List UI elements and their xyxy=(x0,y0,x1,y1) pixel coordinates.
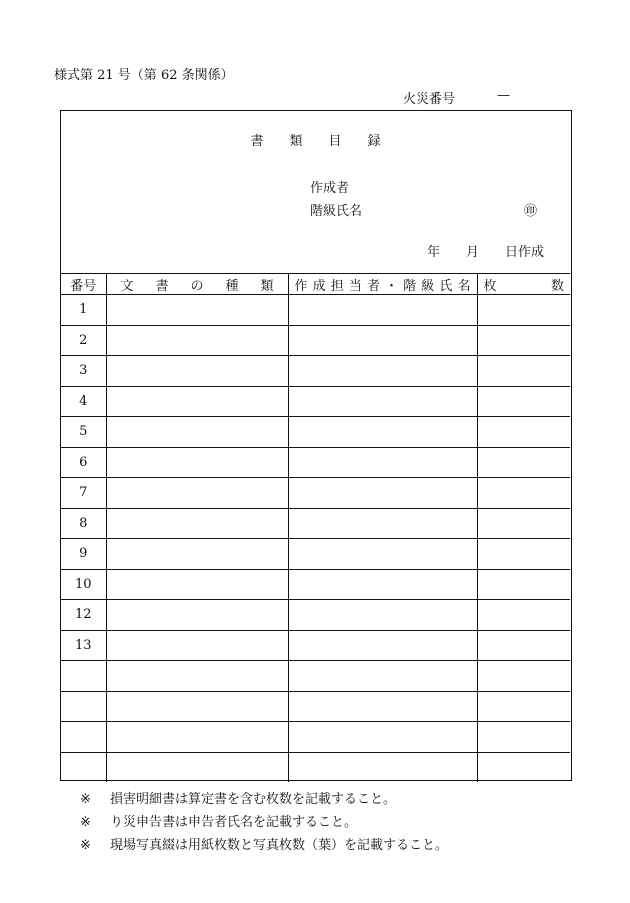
table-row xyxy=(61,417,570,448)
table-row xyxy=(61,295,570,326)
row-number: 13 xyxy=(61,630,106,661)
author-cell[interactable] xyxy=(288,295,477,326)
note-text: り災申告書は申告者氏名を記載すること。 xyxy=(110,815,358,830)
count-cell[interactable] xyxy=(477,722,570,753)
document-list-form xyxy=(60,110,572,781)
doc-type-cell[interactable] xyxy=(106,508,288,539)
doc-type-cell[interactable] xyxy=(106,722,288,753)
note-mark: ※ xyxy=(80,792,91,807)
author-cell[interactable] xyxy=(288,447,477,478)
table-row xyxy=(61,508,570,539)
col-author-header: 作成担当者・階級氏名 xyxy=(288,274,477,295)
author-cell[interactable] xyxy=(288,417,477,448)
author-cell[interactable] xyxy=(288,752,477,782)
table-row xyxy=(61,722,570,753)
form-title: 書 類 目 録 xyxy=(250,134,381,149)
table-header-row xyxy=(61,274,570,295)
row-number: 2 xyxy=(61,325,106,356)
table-row xyxy=(61,386,570,417)
row-number: 4 xyxy=(61,386,106,417)
note-2 xyxy=(80,811,357,830)
seal-mark: ㊞ xyxy=(524,204,538,219)
note-text: 現場写真綴は用紙枚数と写真枚数（葉）を記載すること。 xyxy=(110,838,449,853)
author-cell[interactable] xyxy=(288,539,477,570)
author-cell[interactable] xyxy=(288,356,477,387)
doc-type-cell[interactable] xyxy=(106,325,288,356)
row-number: 9 xyxy=(61,539,106,570)
doc-type-cell[interactable] xyxy=(106,417,288,448)
author-cell[interactable] xyxy=(288,569,477,600)
count-cell[interactable] xyxy=(477,691,570,722)
author-cell[interactable] xyxy=(288,722,477,753)
count-cell[interactable] xyxy=(477,447,570,478)
doc-type-cell[interactable] xyxy=(106,569,288,600)
author-cell[interactable] xyxy=(288,600,477,631)
note-1 xyxy=(80,788,396,807)
count-cell[interactable] xyxy=(477,325,570,356)
table-row xyxy=(61,539,570,570)
table-row xyxy=(61,600,570,631)
doc-type-cell[interactable] xyxy=(106,661,288,692)
row-number xyxy=(61,661,106,692)
table-row xyxy=(61,630,570,661)
author-cell[interactable] xyxy=(288,661,477,692)
author-cell[interactable] xyxy=(288,630,477,661)
doc-type-cell[interactable] xyxy=(106,539,288,570)
doc-type-cell[interactable] xyxy=(106,752,288,782)
table-row xyxy=(61,356,570,387)
doc-type-cell[interactable] xyxy=(106,447,288,478)
doc-type-cell[interactable] xyxy=(106,356,288,387)
doc-type-cell[interactable] xyxy=(106,386,288,417)
count-cell[interactable] xyxy=(477,356,570,387)
count-cell[interactable] xyxy=(477,478,570,509)
author-cell[interactable] xyxy=(288,478,477,509)
count-cell[interactable] xyxy=(477,569,570,600)
doc-type-cell[interactable] xyxy=(106,600,288,631)
doc-type-cell[interactable] xyxy=(106,478,288,509)
author-cell[interactable] xyxy=(288,691,477,722)
table-row xyxy=(61,478,570,509)
count-cell[interactable] xyxy=(477,539,570,570)
col-doc-type-header: 文書の種類 xyxy=(106,274,288,295)
doc-type-cell[interactable] xyxy=(106,295,288,326)
row-number xyxy=(61,752,106,782)
document-table xyxy=(61,273,570,782)
row-number: 3 xyxy=(61,356,106,387)
creator-label: 作成者 xyxy=(310,181,350,196)
row-number: 6 xyxy=(61,447,106,478)
col-number-header: 番号 xyxy=(61,274,106,295)
author-cell[interactable] xyxy=(288,508,477,539)
note-3 xyxy=(80,834,448,853)
form-reference: 様式第 21 号（第 62 条関係） xyxy=(54,68,234,83)
table-row xyxy=(61,569,570,600)
table-row xyxy=(61,691,570,722)
count-cell[interactable] xyxy=(477,752,570,782)
count-cell[interactable] xyxy=(477,386,570,417)
fire-number-label: 火災番号 xyxy=(403,92,456,107)
table-row xyxy=(61,752,570,782)
count-cell[interactable] xyxy=(477,417,570,448)
doc-type-cell[interactable] xyxy=(106,630,288,661)
note-mark: ※ xyxy=(80,815,91,830)
row-number: 12 xyxy=(61,600,106,631)
count-cell[interactable] xyxy=(477,600,570,631)
count-cell[interactable] xyxy=(477,630,570,661)
count-cell[interactable] xyxy=(477,661,570,692)
row-number: 1 xyxy=(61,295,106,326)
rank-name-label: 階級氏名 xyxy=(310,204,363,219)
row-number: 5 xyxy=(61,417,106,448)
table-row xyxy=(61,447,570,478)
author-cell[interactable] xyxy=(288,386,477,417)
note-mark: ※ xyxy=(80,838,91,853)
table-row xyxy=(61,661,570,692)
table-row xyxy=(61,325,570,356)
row-number: 8 xyxy=(61,508,106,539)
row-number: 7 xyxy=(61,478,106,509)
count-cell[interactable] xyxy=(477,295,570,326)
note-text: 損害明細書は算定書を含む枚数を記載すること。 xyxy=(110,792,397,807)
row-number xyxy=(61,722,106,753)
row-number: 10 xyxy=(61,569,106,600)
col-count-header: 枚数 xyxy=(477,274,570,295)
count-cell[interactable] xyxy=(477,508,570,539)
creation-date: 年 月 日作成 xyxy=(427,245,545,260)
author-cell[interactable] xyxy=(288,325,477,356)
fire-number-field[interactable]: — xyxy=(497,88,510,103)
row-number xyxy=(61,691,106,722)
doc-type-cell[interactable] xyxy=(106,691,288,722)
